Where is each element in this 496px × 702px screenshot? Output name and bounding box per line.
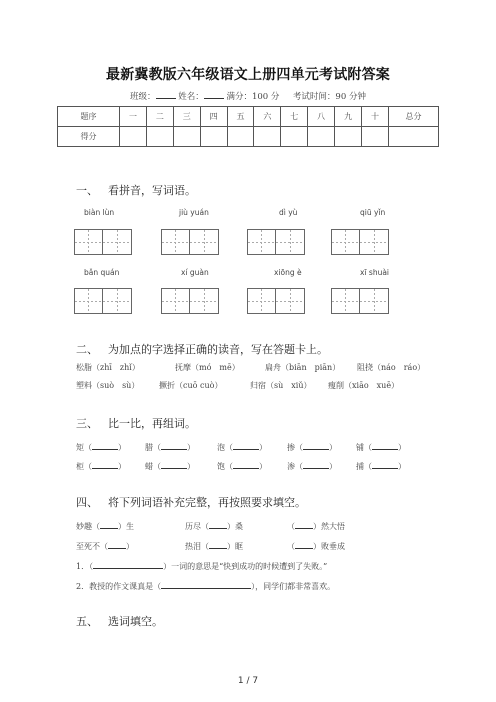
full-score: 满分：100 分: [226, 92, 280, 102]
score-cell[interactable]: [254, 127, 281, 147]
reading-item: 瘦削（xiāo xuē）: [328, 381, 400, 390]
reading-item: 松脂（zhī zhǐ）: [76, 363, 140, 372]
answer-blank[interactable]: [372, 460, 398, 469]
writing-grid[interactable]: [74, 288, 132, 314]
idiom-item: （ ）然大悟: [287, 522, 345, 531]
pinyin-label: qiū yǐn: [360, 208, 386, 217]
writing-grid[interactable]: [247, 288, 305, 314]
section-1-heading: 一、 看拼音，写词语。: [76, 184, 196, 197]
score-header-cell: 二: [146, 107, 173, 127]
idiom-item: 热泪（ ）眶: [185, 542, 243, 551]
reading-item: 归宿（sù xiǔ）: [250, 381, 312, 390]
score-header-cell: 九: [335, 107, 362, 127]
answer-blank[interactable]: [209, 540, 227, 549]
pinyin-label: xiōng è: [274, 268, 302, 277]
answer-blank[interactable]: [161, 441, 187, 450]
answer-blank[interactable]: [100, 520, 118, 529]
section-4-heading: 四、 将下列词语补充完整，再按照要求填空。: [76, 496, 306, 509]
section-3-heading: 三、 比一比，再组词。: [76, 417, 196, 430]
fill-question-2: 2．教授的作文课真是（ ），同学们都非常喜欢。: [76, 582, 336, 591]
answer-blank[interactable]: [233, 460, 259, 469]
writing-grid[interactable]: [331, 229, 389, 255]
score-header-cell: 五: [227, 107, 254, 127]
pinyin-label: xí guàn: [181, 268, 209, 277]
score-cell[interactable]: [281, 127, 308, 147]
answer-blank[interactable]: [92, 460, 118, 469]
score-cell[interactable]: [173, 127, 200, 147]
section-2-heading: 二、 为加点的字选择正确的读音，写在答题卡上。: [76, 343, 328, 356]
writing-grid[interactable]: [331, 288, 389, 314]
compare-item: 蜡（ ）: [145, 462, 195, 471]
compare-item: 铺（ ）: [356, 443, 406, 452]
score-cell[interactable]: [335, 127, 362, 147]
pinyin-label: xī shuài: [360, 268, 390, 277]
class-label: 班级：: [130, 92, 156, 102]
idiom-item: （ ）败垂成: [287, 542, 345, 551]
answer-blank[interactable]: [92, 441, 118, 450]
score-header-cell: 七: [281, 107, 308, 127]
score-header-cell: 十: [362, 107, 389, 127]
pinyin-label: jiù yuán: [179, 208, 209, 217]
compare-item: 泡（ ）: [217, 443, 267, 452]
answer-blank[interactable]: [295, 520, 313, 529]
answer-blank[interactable]: [93, 560, 163, 569]
compare-item: 柜（ ）: [76, 462, 126, 471]
idiom-item: 妙趣（ ）生: [76, 522, 134, 531]
idiom-item: 至死不（ ）: [76, 542, 134, 551]
pinyin-label: biàn lùn: [84, 208, 115, 217]
writing-grid[interactable]: [74, 229, 132, 255]
reading-item: 撅折（cuō cuò）: [159, 381, 223, 390]
score-cell[interactable]: [308, 127, 335, 147]
compare-item: 腊（ ）: [145, 443, 195, 452]
compare-item: 渗（ ）: [287, 462, 337, 471]
score-value-row: [58, 127, 439, 147]
score-header-cell: 题序: [58, 107, 120, 127]
compare-item: 捕（ ）: [356, 462, 406, 471]
score-row-label: 得分: [58, 127, 120, 147]
reading-item: 阻挠（náo ráo）: [357, 363, 426, 372]
fill-question-1: 1．（ ）一词的意思是“快到成功的时候遭到了失败。”: [76, 562, 328, 571]
writing-grid[interactable]: [161, 288, 219, 314]
answer-blank[interactable]: [372, 441, 398, 450]
answer-blank[interactable]: [303, 441, 329, 450]
compare-item: 矩（ ）: [76, 443, 126, 452]
answer-blank[interactable]: [108, 540, 126, 549]
score-cell[interactable]: [227, 127, 254, 147]
exam-time: 考试时间：90 分钟: [292, 92, 366, 102]
reading-item: 塑料（suò sù）: [76, 381, 140, 390]
score-header-row: [58, 107, 439, 127]
name-blank[interactable]: [204, 90, 224, 99]
score-header-cell: 六: [254, 107, 281, 127]
class-blank[interactable]: [156, 90, 176, 99]
name-label: 姓名：: [178, 92, 204, 102]
score-table: [57, 106, 439, 147]
answer-blank[interactable]: [209, 520, 227, 529]
score-cell[interactable]: [120, 127, 147, 147]
reading-item: 扁舟（biān piān）: [265, 363, 341, 372]
compare-item: 掺（ ）: [287, 443, 337, 452]
reading-item: 抚摩（mó mē）: [175, 363, 240, 372]
score-cell[interactable]: [200, 127, 227, 147]
answer-blank[interactable]: [161, 580, 251, 589]
score-header-cell: 总分: [389, 107, 439, 127]
section-5-heading: 五、 选词填空。: [76, 615, 163, 628]
answer-blank[interactable]: [295, 540, 313, 549]
answer-blank[interactable]: [303, 460, 329, 469]
score-cell[interactable]: [389, 127, 439, 147]
pinyin-label: dì yù: [279, 208, 298, 217]
score-header-cell: 八: [308, 107, 335, 127]
score-header-cell: 三: [173, 107, 200, 127]
score-cell[interactable]: [146, 127, 173, 147]
compare-item: 饱（ ）: [217, 462, 267, 471]
score-header-cell: 四: [200, 107, 227, 127]
answer-blank[interactable]: [161, 460, 187, 469]
answer-blank[interactable]: [233, 441, 259, 450]
pinyin-label: bǎn quán: [84, 268, 120, 277]
writing-grid[interactable]: [161, 229, 219, 255]
exam-info: [0, 90, 496, 102]
page-number: 1 / 7: [237, 676, 259, 686]
idiom-item: 历尽（ ）桑: [185, 522, 243, 531]
score-header-cell: 一: [120, 107, 147, 127]
page-title: 最新冀教版六年级语文上册四单元考试附答案: [106, 67, 390, 83]
score-cell[interactable]: [362, 127, 389, 147]
writing-grid[interactable]: [247, 229, 305, 255]
